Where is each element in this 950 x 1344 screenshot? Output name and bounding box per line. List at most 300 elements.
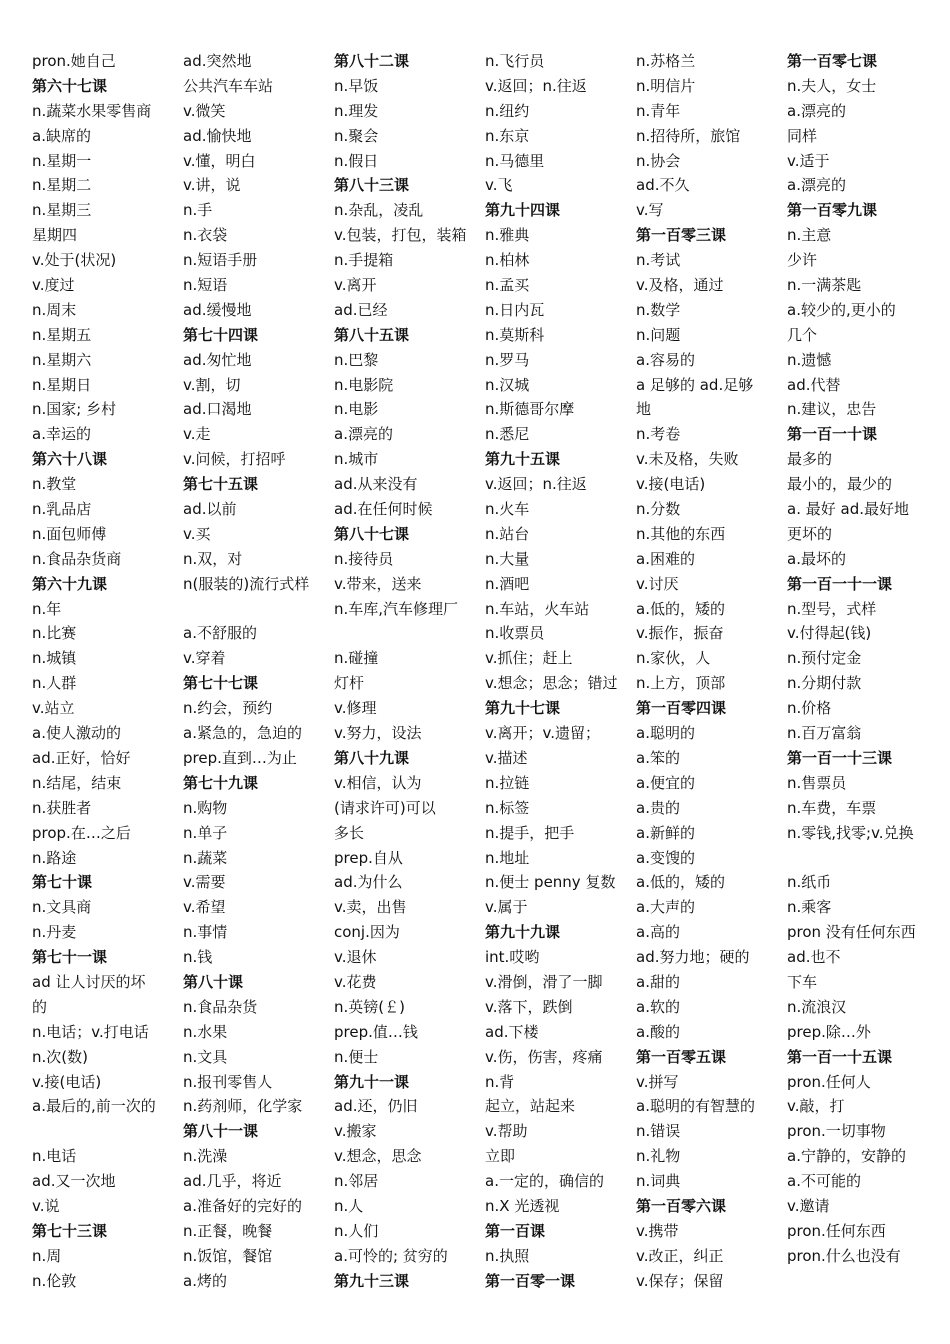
vocab-entry: pron.一切事物: [787, 1122, 886, 1141]
vocab-entry: v.懂，明白: [183, 151, 256, 170]
vocab-entry: 同样: [787, 126, 818, 145]
vocab-entry: n.丹麦: [32, 923, 77, 942]
vocab-entry: n.问题: [636, 325, 681, 344]
vocab-entry: v.卖，出售: [334, 898, 407, 917]
vocab-entry: ad.匆忙地: [183, 350, 252, 369]
vocab-entry: n.短语: [183, 276, 228, 295]
vocab-entry: int.哎哟: [485, 948, 540, 967]
vocab-entry: prep.值…钱: [334, 1022, 418, 1041]
lesson-heading: 第一百一十三课: [787, 748, 893, 767]
vocab-entry: a.较少的,更小的: [787, 300, 896, 319]
vocab-entry: n.一满茶匙: [787, 276, 862, 295]
vocab-entry: v.处于(状况): [32, 251, 117, 270]
vocab-entry: a.便宜的: [636, 773, 695, 792]
vocab-entry: v.抓住；赶上: [485, 649, 573, 668]
vocab-entry: v.退休: [334, 948, 377, 967]
vocab-entry: n.文具: [183, 1047, 228, 1066]
lesson-heading: 第七十三课: [32, 1221, 108, 1240]
vocab-entry: a.宁静的，安静的: [787, 1147, 906, 1166]
lesson-heading: 第一百零九课: [787, 201, 878, 220]
vocab-entry: 最多的: [787, 450, 833, 469]
vocab-entry: n.主意: [787, 226, 832, 245]
vocab-entry: n.手: [183, 201, 213, 220]
vocab-entry: n.马德里: [485, 151, 545, 170]
vocab-entry: 更坏的: [787, 524, 833, 543]
vocab-entry: v.想念；思念；错过: [485, 674, 618, 693]
vocab-entry: v.努力，设法: [334, 724, 422, 743]
vocab-entry: n.型号，式样: [787, 599, 877, 618]
vocab-entry: ad.以前: [183, 500, 237, 519]
vocab-entry: v.问候，打招呼: [183, 450, 286, 469]
vocab-entry: n.电影院: [334, 375, 394, 394]
vocab-entry: n.车站，火车站: [485, 599, 590, 618]
vocab-entry: n.电影: [334, 400, 379, 419]
lesson-heading: 第一百课: [485, 1221, 546, 1240]
vocab-entry: v.未及格，失败: [636, 450, 739, 469]
vocab-entry: n.单子: [183, 823, 228, 842]
vocab-entry: v.改正，纠正: [636, 1246, 724, 1265]
lesson-heading: 第七十一课: [32, 948, 108, 967]
vocab-entry: a.低的，矮的: [636, 873, 725, 892]
vocab-entry: n.百万富翁: [787, 724, 862, 743]
vocab-entry: v.讨厌: [636, 574, 679, 593]
vocab-entry: ad.不久: [636, 176, 690, 195]
vocab-entry: n.数学: [636, 300, 681, 319]
vocab-entry: v.希望: [183, 898, 226, 917]
vocab-entry: n.约会，预约: [183, 699, 273, 718]
vocab-entry: 下车: [787, 972, 818, 991]
vocab-entry: v.返回；n.往返: [485, 76, 587, 95]
lesson-heading: 第九十三课: [334, 1271, 410, 1290]
vocab-entry: v.离开: [334, 276, 377, 295]
lesson-heading: 第七十四课: [183, 325, 259, 344]
vocab-entry: v.度过: [32, 276, 75, 295]
vocab-entry: n.电话: [32, 1147, 77, 1166]
vocab-entry: v.携带: [636, 1221, 679, 1240]
vocab-entry: ad.也不: [787, 948, 841, 967]
vocab-entry: v.及格，通过: [636, 276, 724, 295]
vocab-entry: n.汉城: [485, 375, 530, 394]
vocab-entry: v.买: [183, 524, 211, 543]
lesson-heading: 第八十九课: [334, 748, 410, 767]
vocab-entry: n.接待员: [334, 549, 394, 568]
vocab-entry: v.拼写: [636, 1072, 679, 1091]
vocab-entry: n.其他的东西: [636, 524, 726, 543]
vocab-entry: n.礼物: [636, 1147, 681, 1166]
vocab-entry: v.敲，打: [787, 1097, 845, 1116]
lesson-heading: 第六十九课: [32, 574, 108, 593]
vocab-entry: n.次(数): [32, 1047, 88, 1066]
vocab-entry: a.使人激动的: [32, 724, 121, 743]
vocab-entry: n.售票员: [787, 773, 847, 792]
vocab-entry: n.站台: [485, 524, 530, 543]
vocab-entry: n.食品杂货: [183, 997, 258, 1016]
vocab-column-5: [636, 49, 787, 1294]
vocab-entry: ad.缓慢地: [183, 300, 252, 319]
vocab-entry: [183, 597, 334, 622]
vocab-entry: n.教堂: [32, 475, 77, 494]
vocab-entry: a.准备好的完好的: [183, 1196, 302, 1215]
vocab-entry: n.流浪汉: [787, 997, 847, 1016]
vocab-entry: n.人: [334, 1196, 364, 1215]
vocab-column-1: [32, 49, 183, 1294]
vocab-entry: 星期四: [32, 226, 78, 245]
vocab-entry: pron.任何人: [787, 1072, 871, 1091]
vocab-entry: v.需要: [183, 873, 226, 892]
vocab-entry: ad.几乎，将近: [183, 1172, 282, 1191]
vocab-entry: n.钱: [183, 948, 213, 967]
vocab-entry: v.邀请: [787, 1196, 830, 1215]
vocab-entry: n.城市: [334, 450, 379, 469]
vocab-entry: a.最后的,前一次的: [32, 1097, 156, 1116]
vocab-entry: 多长: [334, 823, 365, 842]
vocab-entry: n.柏林: [485, 251, 530, 270]
vocab-entry: n.星期一: [32, 151, 92, 170]
vocab-entry: n.电话；v.打电话: [32, 1022, 149, 1041]
vocab-entry: n.比赛: [32, 624, 77, 643]
vocab-entry: n.正餐，晚餐: [183, 1221, 273, 1240]
vocab-entry: pron.她自己: [32, 52, 116, 70]
vocab-entry: n.乳品店: [32, 500, 92, 519]
vocab-entry: n.酒吧: [485, 574, 530, 593]
vocab-entry: n.路途: [32, 848, 77, 867]
vocab-entry: n.标签: [485, 798, 530, 817]
vocab-entry: n.提手，把手: [485, 823, 575, 842]
vocab-entry: [334, 621, 485, 646]
vocab-entry: 几个: [787, 325, 818, 344]
vocab-entry: ad 让人讨厌的坏: [32, 972, 146, 991]
vocab-entry: ad.正好，恰好: [32, 748, 131, 767]
vocab-entry: n.家伙，人: [636, 649, 711, 668]
vocab-column-6: [787, 49, 938, 1294]
vocab-entry: n.洗澡: [183, 1147, 228, 1166]
vocab-entry: ad.为什么: [334, 873, 403, 892]
vocab-entry: v.保存；保留: [636, 1271, 724, 1290]
vocab-entry: a.幸运的: [32, 425, 91, 444]
vocab-entry: n.苏格兰: [636, 52, 696, 70]
vocab-entry: n.杂乱，凌乱: [334, 201, 424, 220]
lesson-heading: 第六十八课: [32, 450, 108, 469]
vocab-entry: v.站立: [32, 699, 75, 718]
vocab-entry: v.相信，认为: [334, 773, 422, 792]
lesson-heading: 第九十四课: [485, 201, 561, 220]
vocab-entry: n.假日: [334, 151, 379, 170]
vocab-entry: prep.自从: [334, 848, 403, 867]
vocab-entry: n.蔬菜水果零售商: [32, 101, 152, 120]
vocab-entry: n.人们: [334, 1221, 379, 1240]
vocab-entry: a.容易的: [636, 350, 695, 369]
vocab-entry: v.带来，送来: [334, 574, 422, 593]
vocab-entry: v.振作，振奋: [636, 624, 724, 643]
vocab-entry: n.事情: [183, 923, 228, 942]
lesson-heading: 第一百一十五课: [787, 1047, 893, 1066]
vocab-entry: conj.因为: [334, 923, 400, 942]
vocab-entry: v.付得起(钱): [787, 624, 872, 643]
vocab-entry: prep.除…外: [787, 1022, 871, 1041]
vocab-entry: n.星期三: [32, 201, 92, 220]
lesson-heading: 第九十九课: [485, 923, 561, 942]
vocab-entry: v.走: [183, 425, 211, 444]
vocab-entry: n.人群: [32, 674, 77, 693]
vocab-entry: ad.在任何时候: [334, 500, 433, 519]
vocab-column-2: [183, 49, 334, 1294]
vocab-entry: ad.突然地: [183, 52, 252, 70]
vocab-entry: n.零钱,找零;v.兑换: [787, 823, 914, 842]
vocab-entry: a.甜的: [636, 972, 680, 991]
vocab-entry: n.纸币: [787, 873, 832, 892]
vocab-entry: v.修理: [334, 699, 377, 718]
vocab-entry: n.周: [32, 1246, 62, 1265]
lesson-heading: 第七十课: [32, 873, 93, 892]
vocab-entry: n.药剂师，化学家: [183, 1097, 303, 1116]
vocab-entry: ad.还，仍旧: [334, 1097, 418, 1116]
vocab-entry: v.伤，伤害，疼痛: [485, 1047, 603, 1066]
vocab-entry: a.变馊的: [636, 848, 695, 867]
vocab-entry: ad.努力地；硬的: [636, 948, 750, 967]
vocab-entry: n.车费，车票: [787, 798, 877, 817]
lesson-heading: 第八十课: [183, 972, 244, 991]
vocab-entry: n.考试: [636, 251, 681, 270]
vocab-entry: v.割，切: [183, 375, 241, 394]
vocab-entry: n.执照: [485, 1246, 530, 1265]
vocab-entry: n.结尾，结束: [32, 773, 122, 792]
vocab-entry: n.拉链: [485, 773, 530, 792]
vocab-entry: n.地址: [485, 848, 530, 867]
vocab-entry: a.贵的: [636, 798, 680, 817]
vocab-entry: v.适于: [787, 151, 830, 170]
vocab-entry: a.漂亮的: [787, 101, 846, 120]
vocab-entry: v.离开；v.遗留；: [485, 724, 600, 743]
lesson-heading: 第一百一十课: [787, 425, 878, 444]
vocab-entry: n.招待所，旅馆: [636, 126, 741, 145]
vocab-entry: a.高的: [636, 923, 680, 942]
vocab-entry: n.理发: [334, 101, 379, 120]
vocab-entry: v.属于: [485, 898, 528, 917]
vocab-entry: a.烤的: [183, 1271, 227, 1290]
vocab-entry: a.酸的: [636, 1022, 680, 1041]
vocab-entry: [32, 1119, 183, 1144]
vocab-entry: n.火车: [485, 500, 530, 519]
vocab-entry: n.年: [32, 599, 62, 618]
vocab-entry: n.星期日: [32, 375, 92, 394]
vocab-entry: ad.代替: [787, 375, 841, 394]
vocab-entry: v.接(电话): [32, 1072, 102, 1091]
vocab-entry: n.便士 penny 复数: [485, 873, 616, 892]
vocab-entry: n.邻居: [334, 1172, 379, 1191]
vocab-entry: n.手提箱: [334, 251, 394, 270]
vocab-entry: v.花费: [334, 972, 377, 991]
vocab-entry: n.伦敦: [32, 1271, 77, 1290]
vocab-entry: ad.愉快地: [183, 126, 252, 145]
vocab-entry: n.水果: [183, 1022, 228, 1041]
vocab-entry: n.衣袋: [183, 226, 228, 245]
vocab-entry: n.分期付款: [787, 674, 862, 693]
vocab-entry: v.写: [636, 201, 664, 220]
lesson-heading: 第八十五课: [334, 325, 410, 344]
vocab-entry: a.不舒服的: [183, 624, 257, 643]
lesson-heading: 第九十五课: [485, 450, 561, 469]
vocab-entry: n.建议，忠告: [787, 400, 877, 419]
vocab-entry: 灯杆: [334, 674, 365, 693]
vocab-entry: v.滑倒，滑了一脚: [485, 972, 603, 991]
vocab-entry: n.车库,汽车修理厂: [334, 599, 459, 618]
vocab-entry: 最小的，最少的: [787, 475, 893, 494]
vocab-entry: v.落下，跌倒: [485, 997, 573, 1016]
vocab-entry: n.报刊零售人: [183, 1072, 273, 1091]
vocab-entry: 的: [32, 997, 48, 1016]
vocab-entry: n.星期五: [32, 325, 92, 344]
vocab-entry: n.日内瓦: [485, 300, 545, 319]
vocab-entry: (请求许可)可以: [334, 798, 436, 817]
vocab-entry: v.帮助: [485, 1122, 528, 1141]
lesson-heading: 第七十五课: [183, 475, 259, 494]
vocab-entry: n.罗马: [485, 350, 530, 369]
vocab-entry: pron.任何东西: [787, 1221, 886, 1240]
vocab-entry: n.饭馆，餐馆: [183, 1246, 273, 1265]
vocab-entry: n.孟买: [485, 276, 530, 295]
vocab-entry: n.巴黎: [334, 350, 379, 369]
vocab-entry: a.困难的: [636, 549, 695, 568]
vocab-entry: n.雅典: [485, 226, 530, 245]
vocab-entry: n.错误: [636, 1122, 681, 1141]
vocab-entry: v.接(电话): [636, 475, 706, 494]
lesson-heading: 第一百零六课: [636, 1196, 727, 1215]
vocab-entry: n(服装的)流行式样: [183, 574, 310, 593]
vocab-entry: a.新鲜的: [636, 823, 695, 842]
vocab-entry: 少许: [787, 251, 818, 270]
vocab-entry: n.协会: [636, 151, 681, 170]
vocab-entry: n.购物: [183, 798, 228, 817]
vocab-entry: n.乘客: [787, 898, 832, 917]
vocab-entry: 公共汽车车站: [183, 76, 274, 95]
lesson-heading: 第九十一课: [334, 1072, 410, 1091]
lesson-heading: 第一百零三课: [636, 226, 727, 245]
vocab-entry: ad.已经: [334, 300, 388, 319]
vocab-entry: n.词典: [636, 1172, 681, 1191]
vocab-entry: n.悉尼: [485, 425, 530, 444]
vocab-entry: ad.口渴地: [183, 400, 252, 419]
vocab-entry: a.大声的: [636, 898, 695, 917]
vocab-entry: n.便士: [334, 1047, 379, 1066]
vocab-entry: n.东京: [485, 126, 530, 145]
vocab-entry: n.遗憾: [787, 350, 832, 369]
lesson-heading: 第八十一课: [183, 1122, 259, 1141]
vocab-entry: a.漂亮的: [787, 176, 846, 195]
vocab-column-3: [334, 49, 485, 1294]
vocab-entry: [787, 846, 938, 871]
lesson-heading: 第七十七课: [183, 674, 259, 693]
vocab-entry: n.双，对: [183, 549, 243, 568]
vocab-entry: a.软的: [636, 997, 680, 1016]
vocab-entry: a. 最好 ad.最好地: [787, 500, 909, 519]
vocab-entry: n.收票员: [485, 624, 545, 643]
vocab-entry: n.上方，顶部: [636, 674, 726, 693]
vocab-entry: v.返回；n.往返: [485, 475, 587, 494]
vocab-entry: v.穿着: [183, 649, 226, 668]
vocab-entry: pron.什么也没有: [787, 1246, 901, 1265]
vocab-entry: a.可怜的; 贫穷的: [334, 1246, 448, 1265]
lesson-heading: 第一百零四课: [636, 699, 727, 718]
vocab-entry: v.飞: [485, 176, 513, 195]
vocab-entry: v.微笑: [183, 101, 226, 120]
vocab-entry: n.周末: [32, 300, 77, 319]
vocab-entry: n.莫斯科: [485, 325, 545, 344]
lesson-heading: 第八十二课: [334, 52, 410, 70]
vocab-entry: pron 没有任何东西: [787, 923, 916, 942]
vocab-entry: ad.下楼: [485, 1022, 539, 1041]
lesson-heading: 第八十三课: [334, 176, 410, 195]
vocab-entry: a 足够的 ad.足够: [636, 375, 754, 394]
vocab-entry: v.包装，打包，装箱: [334, 226, 467, 245]
lesson-heading: 第六十七课: [32, 76, 108, 95]
vocab-entry: 立即: [485, 1147, 516, 1166]
vocabulary-page: [32, 49, 932, 1294]
vocab-entry: n.大量: [485, 549, 530, 568]
vocab-entry: n.城镇: [32, 649, 77, 668]
vocab-entry: n.背: [485, 1072, 515, 1091]
vocab-entry: n.星期二: [32, 176, 92, 195]
vocab-entry: 地: [636, 400, 652, 419]
vocab-entry: n.碰撞: [334, 649, 379, 668]
vocab-entry: n.X 光透视: [485, 1196, 560, 1215]
vocab-entry: n.短语手册: [183, 251, 258, 270]
vocab-entry: n.飞行员: [485, 52, 545, 70]
vocab-entry: a.聪明的: [636, 724, 695, 743]
vocab-entry: a.漂亮的: [334, 425, 393, 444]
lesson-heading: 第九十七课: [485, 699, 561, 718]
vocab-entry: n.斯德哥尔摩: [485, 400, 575, 419]
vocab-entry: n.考卷: [636, 425, 681, 444]
vocab-entry: v.讲，说: [183, 176, 241, 195]
lesson-heading: 第一百零一课: [485, 1271, 576, 1290]
vocab-entry: n.明信片: [636, 76, 696, 95]
vocab-entry: n.预付定金: [787, 649, 862, 668]
vocab-entry: a.不可能的: [787, 1172, 861, 1191]
vocab-entry: n.早饭: [334, 76, 379, 95]
vocab-entry: prop.在…之后: [32, 823, 131, 842]
vocab-entry: n.价格: [787, 699, 832, 718]
vocab-entry: v.描述: [485, 748, 528, 767]
vocab-entry: v.想念，思念: [334, 1147, 422, 1166]
vocab-entry: n.文具商: [32, 898, 92, 917]
vocab-entry: a.最坏的: [787, 549, 846, 568]
vocab-entry: prep.直到…为止: [183, 748, 297, 767]
vocab-entry: n.青年: [636, 101, 681, 120]
lesson-heading: 第一百零七课: [787, 52, 878, 70]
vocab-entry: v.搬家: [334, 1122, 377, 1141]
vocab-entry: n.夫人，女士: [787, 76, 877, 95]
vocab-entry: a.笨的: [636, 748, 680, 767]
vocab-entry: a.聪明的有智慧的: [636, 1097, 755, 1116]
lesson-heading: 第八十七课: [334, 524, 410, 543]
vocab-entry: n.聚会: [334, 126, 379, 145]
vocab-entry: n.面包师傅: [32, 524, 107, 543]
vocab-entry: ad.又一次地: [32, 1172, 116, 1191]
vocab-entry: n.分数: [636, 500, 681, 519]
vocab-entry: n.国家; 乡村: [32, 400, 117, 419]
lesson-heading: 第一百一十一课: [787, 574, 893, 593]
vocab-entry: ad.从来没有: [334, 475, 418, 494]
vocab-entry: a.缺席的: [32, 126, 91, 145]
vocab-entry: n.英镑(￡): [334, 997, 405, 1016]
vocab-entry: n.星期六: [32, 350, 92, 369]
lesson-heading: 第一百零五课: [636, 1047, 727, 1066]
vocab-entry: 起立，站起来: [485, 1097, 576, 1116]
vocab-entry: v.说: [32, 1196, 60, 1215]
vocab-entry: n.蔬菜: [183, 848, 228, 867]
vocab-entry: a.一定的，确信的: [485, 1172, 604, 1191]
vocab-entry: n.纽约: [485, 101, 530, 120]
